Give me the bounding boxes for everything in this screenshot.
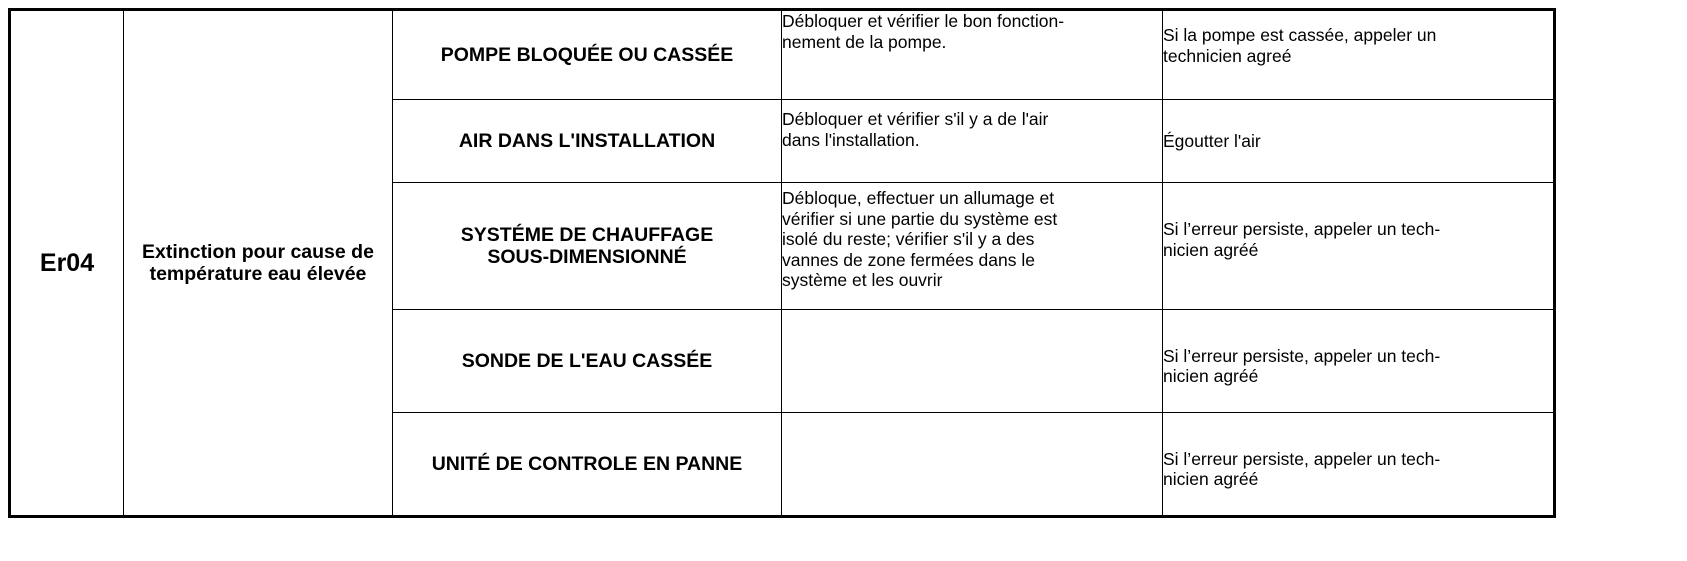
check-line: Débloquer et vérifier le bon fonction- (782, 11, 1065, 31)
solution-line: nicien agréé (1163, 366, 1259, 387)
solution-cell (1163, 183, 1555, 309)
cause-line: SYSTÉME DE CHAUFFAGE (460, 223, 714, 246)
check-line: isolé du reste; vérifier s'il y a des (782, 229, 1035, 250)
check-line: dans l'installation. (782, 129, 920, 150)
check-cell (782, 183, 1163, 309)
solution-line: Si la pompe est cassée, appeler un (1163, 25, 1437, 45)
error-table (8, 8, 1556, 518)
solution-line: Si l’erreur persiste, appeler un tech- (1163, 448, 1441, 469)
cause-cell: AIR DANS L'INSTALLATION (393, 100, 782, 183)
solution-line: Si l’erreur persiste, appeler un tech- (1163, 345, 1441, 366)
check-line: vannes de zone fermées dans le (782, 249, 1035, 270)
solution-line: Égoutter l'air (1163, 131, 1261, 152)
solution-line: nicien agréé (1163, 469, 1259, 490)
cause-cell (393, 183, 782, 309)
check-cell (782, 309, 1163, 412)
solution-cell (1163, 100, 1555, 183)
check-cell (782, 100, 1163, 183)
solution-cell (1163, 10, 1555, 100)
check-line: nement de la pompe. (782, 31, 947, 52)
cause-line: SOUS-DIMENSIONNÉ (487, 245, 687, 268)
check-cell (782, 412, 1163, 516)
error-description: Extinction pour cause de température eau élevée (124, 10, 393, 517)
check-line: système et les ouvrir (782, 270, 943, 291)
cause-cell: SONDE DE L'EAU CASSÉE (393, 309, 782, 412)
solution-cell (1163, 412, 1555, 516)
solution-line: Si l’erreur persiste, appeler un tech- (1163, 219, 1441, 240)
solution-cell (1163, 309, 1555, 412)
check-line: Débloquer et vérifier s'il y a de l'air (782, 109, 1049, 130)
table-row (10, 10, 1555, 100)
solution-line: technicien agreé (1163, 45, 1292, 66)
cause-cell: UNITÉ DE CONTROLE EN PANNE (393, 412, 782, 516)
error-code: Er04 (10, 10, 124, 517)
check-line: Débloque, effectuer un allumage et (782, 188, 1055, 209)
check-line: vérifier si une partie du système est (782, 208, 1058, 229)
solution-line: nicien agréé (1163, 239, 1259, 260)
cause-cell: POMPE BLOQUÉE OU CASSÉE (393, 10, 782, 100)
check-cell (782, 10, 1163, 100)
